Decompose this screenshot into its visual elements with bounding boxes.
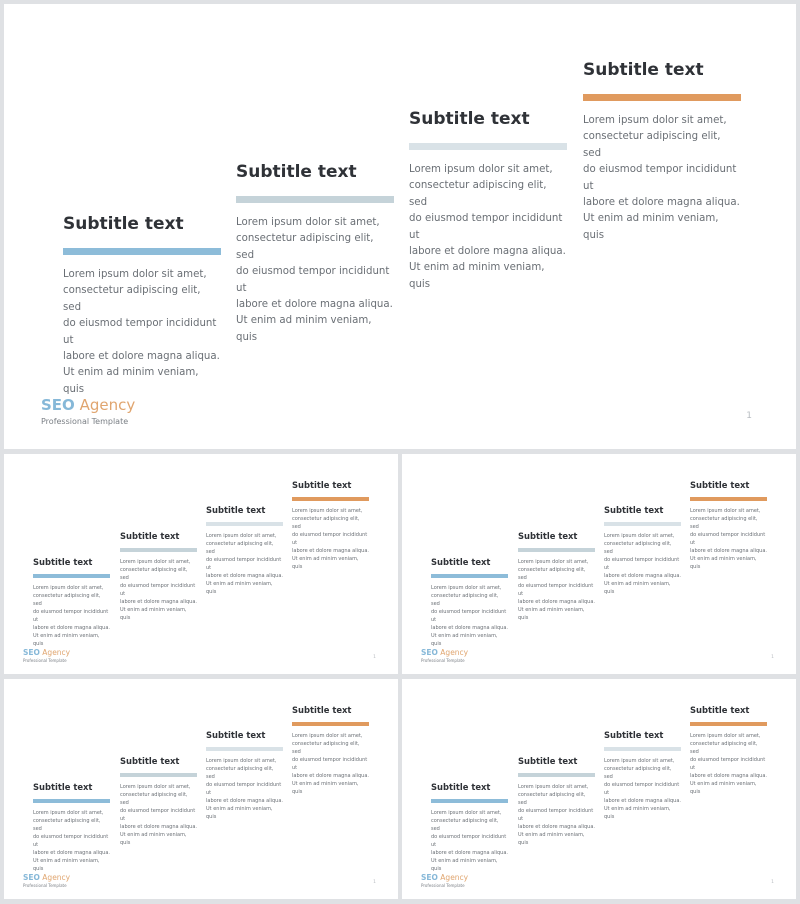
column-4 [292, 480, 369, 571]
brand-name-secondary: Agency [440, 873, 469, 882]
accent-bar [604, 522, 681, 526]
brand-logo [421, 873, 468, 889]
column-title: Subtitle text [63, 214, 184, 234]
column-2 [120, 756, 197, 847]
column-title: Subtitle text [292, 705, 352, 715]
column-title: Subtitle text [604, 730, 664, 740]
column-title: Subtitle text [33, 782, 93, 792]
brand-name-secondary: Agency [440, 648, 469, 657]
accent-bar [292, 497, 369, 501]
column-title: Subtitle text [409, 109, 530, 129]
brand-tagline: Professional Template [23, 658, 67, 663]
column-3 [206, 730, 283, 821]
column-body: Lorem ipsum dolor sit amet, consectetur adipiscing elit, sed do eiusmod tempor incididunt ut labore et dolore magna aliqua. Ut enim ad minim veniam, quis [604, 757, 681, 821]
brand-name-secondary: Agency [79, 396, 136, 414]
column-1 [33, 557, 110, 648]
column-title: Subtitle text [604, 505, 664, 515]
accent-bar [206, 522, 283, 526]
brand-tagline: Professional Template [23, 883, 67, 888]
column-body: Lorem ipsum dolor sit amet, consectetur adipiscing elit, sed do eiusmod tempor incididunt ut labore et dolore magna aliqua. Ut enim ad minim veniam, quis [604, 532, 681, 596]
brand-tagline: Professional Template [421, 658, 465, 663]
brand-tagline: Professional Template [421, 883, 465, 888]
slide-thumbnail[interactable] [4, 454, 398, 674]
brand-name-primary: SEO [421, 873, 438, 882]
column-title: Subtitle text [518, 756, 578, 766]
column-body: Lorem ipsum dolor sit amet, consectetur adipiscing elit, sed do eiusmod tempor incididunt ut labore et dolore magna aliqua. Ut enim ad minim veniam, quis [409, 164, 566, 290]
column-4 [583, 59, 741, 244]
brand-logo [421, 648, 468, 664]
column-1 [33, 782, 110, 873]
page-number: 1 [373, 655, 376, 660]
column-title: Subtitle text [206, 505, 266, 515]
column-2 [518, 756, 595, 847]
brand-logo [41, 396, 135, 428]
column-body: Lorem ipsum dolor sit amet, consectetur adipiscing elit, sed do eiusmod tempor incididunt ut labore et dolore magna aliqua. Ut enim ad minim veniam, quis [583, 115, 740, 241]
brand-name-primary: SEO [23, 648, 40, 657]
column-title: Subtitle text [33, 557, 93, 567]
slide-thumbnail[interactable] [402, 679, 796, 899]
column-3 [604, 730, 681, 821]
accent-bar [518, 773, 595, 777]
column-title: Subtitle text [583, 60, 704, 80]
column-body: Lorem ipsum dolor sit amet, consectetur adipiscing elit, sed do eiusmod tempor incididunt ut labore et dolore magna aliqua. Ut enim ad minim veniam, quis [206, 757, 283, 821]
column-body: Lorem ipsum dolor sit amet, consectetur adipiscing elit, sed do eiusmod tempor incididunt ut labore et dolore magna aliqua. Ut enim ad minim veniam, quis [120, 558, 197, 622]
brand-logo [23, 648, 70, 664]
column-3 [604, 505, 681, 596]
slide-main [4, 4, 796, 449]
slide-thumbnail[interactable] [4, 679, 398, 899]
slide-thumbnail[interactable] [402, 454, 796, 674]
column-4 [292, 705, 369, 796]
accent-bar [33, 799, 110, 803]
column-body: Lorem ipsum dolor sit amet, consectetur adipiscing elit, sed do eiusmod tempor incididunt ut labore et dolore magna aliqua. Ut enim ad minim veniam, quis [63, 269, 220, 395]
column-title: Subtitle text [206, 730, 266, 740]
accent-bar [120, 548, 197, 552]
column-4 [690, 480, 767, 571]
column-4 [690, 705, 767, 796]
column-body: Lorem ipsum dolor sit amet, consectetur adipiscing elit, sed do eiusmod tempor incididunt ut labore et dolore magna aliqua. Ut enim ad minim veniam, quis [292, 507, 369, 571]
accent-bar [518, 548, 595, 552]
column-3 [206, 505, 283, 596]
column-body: Lorem ipsum dolor sit amet, consectetur adipiscing elit, sed do eiusmod tempor incididunt ut labore et dolore magna aliqua. Ut enim ad minim veniam, quis [120, 783, 197, 847]
accent-bar [409, 143, 567, 150]
brand-logo [23, 873, 70, 889]
column-body: Lorem ipsum dolor sit amet, consectetur adipiscing elit, sed do eiusmod tempor incididunt ut labore et dolore magna aliqua. Ut enim ad minim veniam, quis [431, 809, 508, 873]
accent-bar [120, 773, 197, 777]
column-3 [409, 108, 567, 293]
accent-bar [236, 196, 394, 203]
accent-bar [690, 497, 767, 501]
column-2 [120, 531, 197, 622]
column-body: Lorem ipsum dolor sit amet, consectetur adipiscing elit, sed do eiusmod tempor incididunt ut labore et dolore magna aliqua. Ut enim ad minim veniam, quis [690, 507, 767, 571]
brand-name-secondary: Agency [42, 648, 71, 657]
accent-bar [583, 94, 741, 101]
brand-tagline: Professional Template [41, 417, 129, 426]
column-title: Subtitle text [236, 162, 357, 182]
brand-name-secondary: Agency [42, 873, 71, 882]
column-body: Lorem ipsum dolor sit amet, consectetur adipiscing elit, sed do eiusmod tempor incididunt ut labore et dolore magna aliqua. Ut enim ad minim veniam, quis [33, 809, 110, 873]
column-title: Subtitle text [120, 756, 180, 766]
column-body: Lorem ipsum dolor sit amet, consectetur adipiscing elit, sed do eiusmod tempor incididunt ut labore et dolore magna aliqua. Ut enim ad minim veniam, quis [206, 532, 283, 596]
brand-name-primary: SEO [23, 873, 40, 882]
column-body: Lorem ipsum dolor sit amet, consectetur adipiscing elit, sed do eiusmod tempor incididunt ut labore et dolore magna aliqua. Ut enim ad minim veniam, quis [292, 732, 369, 796]
column-title: Subtitle text [431, 557, 491, 567]
column-body: Lorem ipsum dolor sit amet, consectetur adipiscing elit, sed do eiusmod tempor incididunt ut labore et dolore magna aliqua. Ut enim ad minim veniam, quis [690, 732, 767, 796]
accent-bar [206, 747, 283, 751]
column-body: Lorem ipsum dolor sit amet, consectetur adipiscing elit, sed do eiusmod tempor incididunt ut labore et dolore magna aliqua. Ut enim ad minim veniam, quis [431, 584, 508, 648]
page-number: 1 [771, 655, 774, 660]
column-title: Subtitle text [690, 705, 750, 715]
accent-bar [431, 799, 508, 803]
column-1 [431, 557, 508, 648]
column-title: Subtitle text [518, 531, 578, 541]
column-1 [63, 213, 221, 398]
column-body: Lorem ipsum dolor sit amet, consectetur adipiscing elit, sed do eiusmod tempor incididunt ut labore et dolore magna aliqua. Ut enim ad minim veniam, quis [518, 558, 595, 622]
column-title: Subtitle text [292, 480, 352, 490]
column-body: Lorem ipsum dolor sit amet, consectetur adipiscing elit, sed do eiusmod tempor incididunt ut labore et dolore magna aliqua. Ut enim ad minim veniam, quis [518, 783, 595, 847]
accent-bar [292, 722, 369, 726]
accent-bar [690, 722, 767, 726]
column-body: Lorem ipsum dolor sit amet, consectetur adipiscing elit, sed do eiusmod tempor incididunt ut labore et dolore magna aliqua. Ut enim ad minim veniam, quis [236, 217, 393, 343]
column-title: Subtitle text [120, 531, 180, 541]
brand-name-primary: SEO [421, 648, 438, 657]
column-body: Lorem ipsum dolor sit amet, consectetur adipiscing elit, sed do eiusmod tempor incididunt ut labore et dolore magna aliqua. Ut enim ad minim veniam, quis [33, 584, 110, 648]
accent-bar [33, 574, 110, 578]
column-title: Subtitle text [690, 480, 750, 490]
page-number: 1 [373, 880, 376, 885]
page-number: 1 [771, 880, 774, 885]
column-1 [431, 782, 508, 873]
brand-name-primary: SEO [41, 396, 75, 414]
page-number: 1 [746, 411, 752, 421]
accent-bar [604, 747, 681, 751]
column-title: Subtitle text [431, 782, 491, 792]
column-2 [236, 161, 394, 346]
accent-bar [63, 248, 221, 255]
column-2 [518, 531, 595, 622]
accent-bar [431, 574, 508, 578]
